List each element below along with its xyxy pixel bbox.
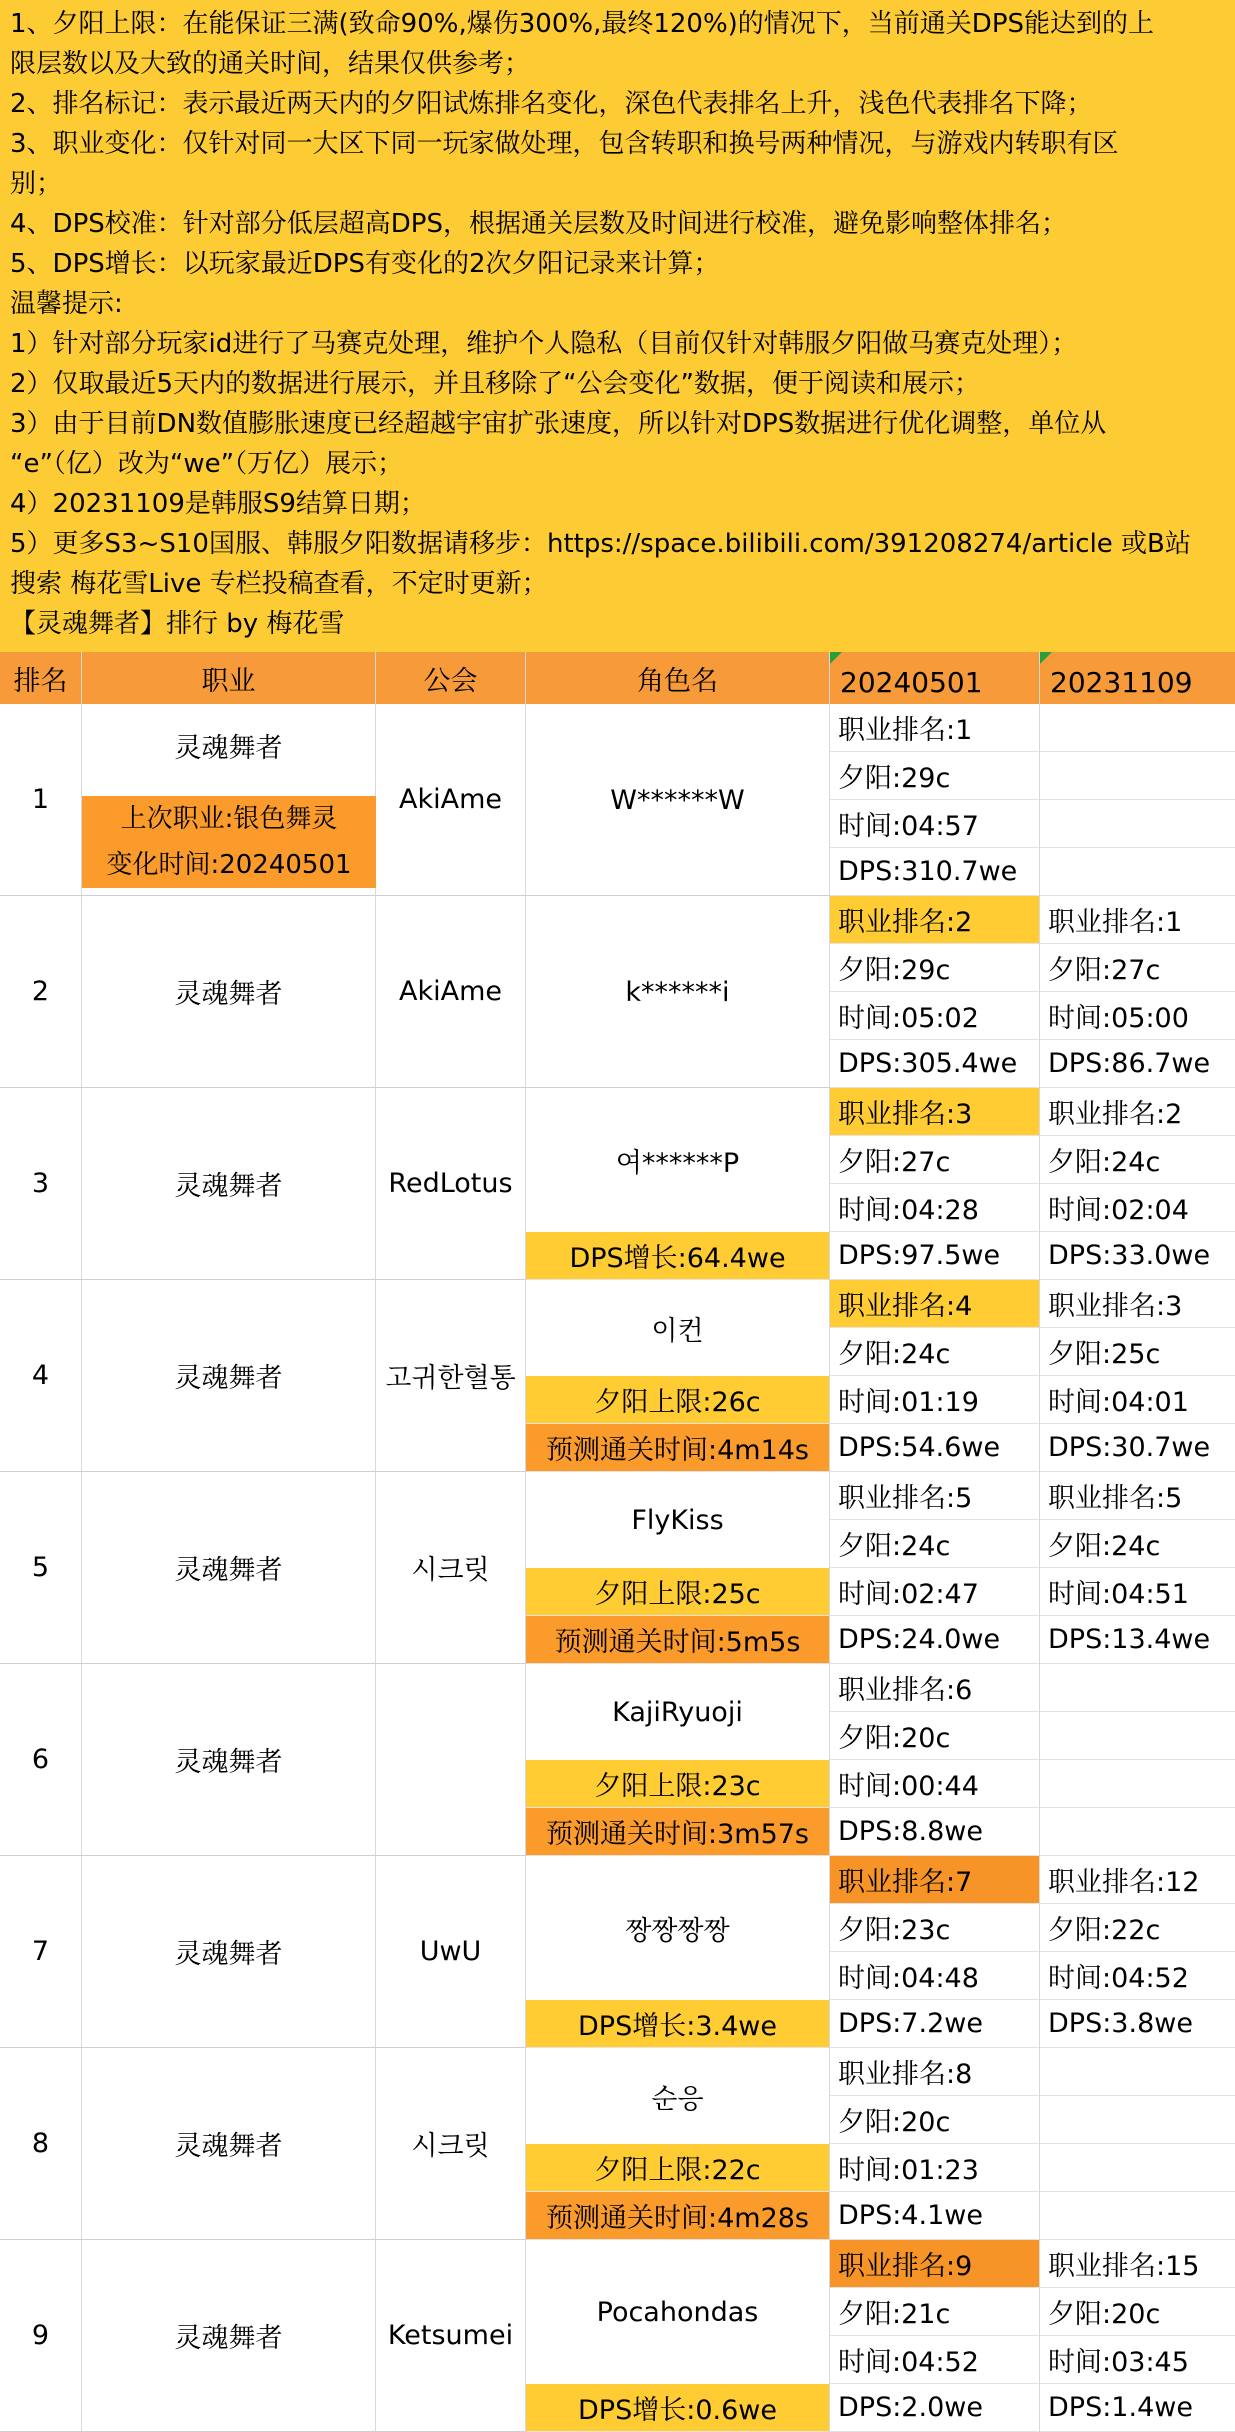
rank-cell: 6 (0, 1664, 82, 1855)
clear-time: 时间:04:01 (1040, 1376, 1235, 1424)
current-stats-cell (830, 2240, 1040, 2431)
rank-cell: 4 (0, 1280, 82, 1471)
class-rank: 职业排名:7 (830, 1856, 1039, 1904)
class-rank: 职业排名:2 (830, 896, 1039, 944)
rank-cell: 8 (0, 2048, 82, 2239)
job-cell: 灵魂舞者 (82, 2240, 376, 2431)
clear-time: 时间:01:19 (830, 1376, 1039, 1424)
current-stats-cell (830, 2048, 1040, 2239)
empty-slot (1040, 2144, 1235, 2192)
name-cell (526, 704, 830, 895)
sunset-cap: 夕阳上限:25c (526, 1568, 829, 1616)
table-row (0, 2048, 1235, 2240)
sunset-floor: 夕阳:29c (830, 944, 1039, 992)
job-cell: 灵魂舞者 (82, 896, 376, 1087)
table-row (0, 1088, 1235, 1280)
sunset-cap: 夕阳上限:26c (526, 1376, 829, 1424)
empty-slot (1040, 848, 1235, 896)
dps-value: DPS:8.8we (830, 1808, 1039, 1856)
rank-cell: 2 (0, 896, 82, 1087)
note-line: 温馨提示: (10, 289, 123, 319)
previous-stats-cell (1040, 1472, 1235, 1663)
empty-slot (1040, 2048, 1235, 2096)
name-cell (526, 1472, 830, 1663)
class-rank: 职业排名:1 (830, 704, 1039, 752)
note-line: 限层数以及大致的通关时间，结果仅供参考； (10, 49, 531, 79)
note-line: 2）仅取最近5天内的数据进行展示，并且移除了“公会变化”数据，便于阅读和展示； (10, 369, 981, 399)
table-row (0, 1472, 1235, 1664)
rank-cell: 3 (0, 1088, 82, 1279)
name-cell (526, 2240, 830, 2431)
class-rank: 职业排名:12 (1040, 1856, 1235, 1904)
guild-cell: 고귀한혈통 (376, 1280, 526, 1471)
class-rank: 职业排名:5 (830, 1472, 1039, 1520)
previous-stats-cell (1040, 896, 1235, 1087)
sunset-floor: 夕阳:25c (1040, 1328, 1235, 1376)
class-rank: 职业排名:15 (1040, 2240, 1235, 2288)
job-cell: 灵魂舞者 (82, 1088, 376, 1279)
job-label: 灵魂舞者 (174, 733, 283, 764)
name-cell (526, 1664, 830, 1855)
empty-slot (1040, 2096, 1235, 2144)
table-row (0, 1280, 1235, 1472)
class-rank: 职业排名:2 (1040, 1088, 1235, 1136)
class-rank: 职业排名:3 (830, 1088, 1039, 1136)
previous-stats-cell (1040, 1280, 1235, 1471)
character-name: W******W (610, 784, 745, 816)
sunset-floor: 夕阳:22c (1040, 1904, 1235, 1952)
dps-value: DPS:310.7we (830, 848, 1039, 896)
character-name: 짱짱짱짱 (625, 1915, 730, 1947)
note-line: 【灵魂舞者】排行 by 梅花雪 (10, 609, 345, 639)
sunset-floor: 夕阳:24c (1040, 1520, 1235, 1568)
empty-slot (1040, 704, 1235, 752)
class-rank: 职业排名:8 (830, 2048, 1039, 2096)
table-row (0, 1664, 1235, 1856)
dps-value: DPS:24.0we (830, 1616, 1039, 1664)
empty-slot (1040, 752, 1235, 800)
table-row (0, 2240, 1235, 2432)
previous-stats-cell (1040, 704, 1235, 895)
dps-value: DPS:305.4we (830, 1040, 1039, 1088)
note-line: 2、排名标记：表示最近两天内的夕阳试炼排名变化，深色代表排名上升，浅色代表排名下降； (10, 89, 1093, 119)
class-rank: 职业排名:3 (1040, 1280, 1235, 1328)
job-cell: 灵魂舞者 (82, 1664, 376, 1855)
current-stats-cell (830, 1088, 1040, 1279)
header-rank: 排名 (0, 652, 82, 704)
note-line: 1、夕阳上限：在能保证三满(致命90%,爆伤300%,最终120%)的情况下，当前通关DPS能达到的上 (10, 9, 1155, 39)
empty-slot (1040, 1808, 1235, 1856)
name-cell (526, 2048, 830, 2239)
comment-marker-icon (1040, 652, 1052, 664)
table-row (0, 704, 1235, 896)
note-line: “e”（亿）改为“we”（万亿）展示； (10, 449, 404, 479)
predicted-clear-time: 预测通关时间:4m14s (526, 1424, 829, 1472)
dps-value: DPS:7.2we (830, 2000, 1039, 2048)
character-name: 순응 (651, 2083, 704, 2115)
dps-value: DPS:2.0we (830, 2384, 1039, 2432)
character-name: Pocahondas (596, 2296, 759, 2328)
header-name: 角色名 (526, 652, 830, 704)
rank-cell: 1 (0, 704, 82, 895)
clear-time: 时间:05:02 (830, 992, 1039, 1040)
header-date-current (830, 652, 1040, 704)
header-date-old-label: 20231109 (1050, 665, 1193, 699)
current-stats-cell (830, 896, 1040, 1087)
class-rank: 职业排名:5 (1040, 1472, 1235, 1520)
clear-time: 时间:05:00 (1040, 992, 1235, 1040)
dps-growth: DPS增长:64.4we (526, 1232, 829, 1280)
note-line: 4、DPS校准：针对部分低层超高DPS，根据通关层数及时间进行校准，避免影响整体排名； (10, 209, 1067, 239)
clear-time: 时间:01:23 (830, 2144, 1039, 2192)
dps-value: DPS:3.8we (1040, 2000, 1235, 2048)
job-cell: 灵魂舞者 (82, 2048, 376, 2239)
sunset-floor: 夕阳:24c (1040, 1136, 1235, 1184)
table-row (0, 1856, 1235, 2048)
clear-time: 时间:00:44 (830, 1760, 1039, 1808)
class-rank: 职业排名:6 (830, 1664, 1039, 1712)
name-cell (526, 1856, 830, 2047)
current-stats-cell (830, 1280, 1040, 1471)
guild-cell: AkiAme (376, 704, 526, 895)
clear-time: 时间:02:47 (830, 1568, 1039, 1616)
previous-stats-cell (1040, 1856, 1235, 2047)
header-guild: 公会 (376, 652, 526, 704)
dps-value: DPS:1.4we (1040, 2384, 1235, 2432)
comment-marker-icon (830, 652, 842, 664)
job-cell: 灵魂舞者 (82, 1472, 376, 1663)
previous-stats-cell (1040, 1664, 1235, 1855)
dps-growth: DPS增长:3.4we (526, 2000, 829, 2048)
notes-panel (0, 0, 1235, 652)
sunset-floor: 夕阳:29c (830, 752, 1039, 800)
sunset-cap: 夕阳上限:22c (526, 2144, 829, 2192)
current-stats-cell (830, 704, 1040, 895)
header-job: 职业 (82, 652, 376, 704)
rank-cell: 7 (0, 1856, 82, 2047)
job-change-time: 变化时间:20240501 (106, 850, 352, 880)
guild-cell: 시크릿 (376, 2048, 526, 2239)
clear-time: 时间:04:57 (830, 800, 1039, 848)
sunset-floor: 夕阳:24c (830, 1520, 1039, 1568)
clear-time: 时间:03:45 (1040, 2336, 1235, 2384)
dps-value: DPS:54.6we (830, 1424, 1039, 1472)
class-rank: 职业排名:1 (1040, 896, 1235, 944)
clear-time: 时间:04:52 (1040, 1952, 1235, 2000)
empty-slot (1040, 1760, 1235, 1808)
clear-time: 时间:02:04 (1040, 1184, 1235, 1232)
name-cell (526, 1280, 830, 1471)
header-date-old (1040, 652, 1235, 704)
class-rank: 职业排名:4 (830, 1280, 1039, 1328)
ranking-table (0, 652, 1235, 2432)
job-change-box (82, 796, 376, 888)
sunset-floor: 夕阳:20c (1040, 2288, 1235, 2336)
name-cell (526, 896, 830, 1087)
sunset-floor: 夕阳:27c (1040, 944, 1235, 992)
guild-cell: Ketsumei (376, 2240, 526, 2431)
job-cell: 灵魂舞者 (82, 1280, 376, 1471)
clear-time: 时间:04:28 (830, 1184, 1039, 1232)
note-line: 5、DPS增长：以玩家最近DPS有变化的2次夕阳记录来计算； (10, 249, 720, 279)
current-stats-cell (830, 1472, 1040, 1663)
previous-stats-cell (1040, 2240, 1235, 2431)
empty-slot (1040, 1712, 1235, 1760)
note-line: 3、职业变化：仅针对同一大区下同一玩家做处理，包含转职和换号两种情况，与游戏内转职有区 (10, 129, 1119, 159)
clear-time: 时间:04:51 (1040, 1568, 1235, 1616)
dps-growth: DPS增长:0.6we (526, 2384, 829, 2432)
predicted-clear-time: 预测通关时间:4m28s (526, 2192, 829, 2240)
job-cell: 灵魂舞者 (82, 1856, 376, 2047)
previous-stats-cell (1040, 2048, 1235, 2239)
empty-slot (1040, 2192, 1235, 2240)
previous-stats-cell (1040, 1088, 1235, 1279)
header-date-current-label: 20240501 (840, 665, 983, 699)
empty-slot (1040, 1664, 1235, 1712)
rank-cell: 9 (0, 2240, 82, 2431)
current-stats-cell (830, 1664, 1040, 1855)
guild-cell: AkiAme (376, 896, 526, 1087)
note-line: 搜索 梅花雪Live 专栏投稿查看，不定时更新； (10, 569, 548, 599)
dps-value: DPS:4.1we (830, 2192, 1039, 2240)
note-line: 3）由于目前DN数值膨胀速度已经超越宇宙扩张速度，所以针对DPS数据进行优化调整，单位从 (10, 409, 1107, 439)
dps-value: DPS:86.7we (1040, 1040, 1235, 1088)
sunset-floor: 夕阳:27c (830, 1136, 1039, 1184)
dps-value: DPS:97.5we (830, 1232, 1039, 1280)
sunset-floor: 夕阳:20c (830, 2096, 1039, 2144)
note-line: 4）20231109是韩服S9结算日期； (10, 489, 426, 519)
character-name: FlyKiss (631, 1504, 724, 1536)
clear-time: 时间:04:48 (830, 1952, 1039, 2000)
current-stats-cell (830, 1856, 1040, 2047)
previous-job: 上次职业:银色舞灵 (120, 804, 338, 834)
note-line: 别； (10, 169, 63, 199)
guild-cell: 시크릿 (376, 1472, 526, 1663)
table-row (0, 896, 1235, 1088)
character-name: 여******P (615, 1147, 740, 1179)
guild-cell: UwU (376, 1856, 526, 2047)
sunset-floor: 夕阳:20c (830, 1712, 1039, 1760)
guild-cell: RedLotus (376, 1088, 526, 1279)
rank-cell: 5 (0, 1472, 82, 1663)
character-name: KajiRyuoji (612, 1696, 743, 1728)
note-line: 5）更多S3~S10国服、韩服夕阳数据请移步：https://space.bilibili.com/391208274/article 或B站 (10, 529, 1191, 559)
character-name: k******i (625, 976, 730, 1008)
predicted-clear-time: 预测通关时间:3m57s (526, 1808, 829, 1856)
guild-cell (376, 1664, 526, 1855)
name-cell (526, 1088, 830, 1279)
class-rank: 职业排名:9 (830, 2240, 1039, 2288)
sunset-floor: 夕阳:23c (830, 1904, 1039, 1952)
dps-value: DPS:30.7we (1040, 1424, 1235, 1472)
sunset-cap: 夕阳上限:23c (526, 1760, 829, 1808)
dps-value: DPS:13.4we (1040, 1616, 1235, 1664)
sunset-floor: 夕阳:24c (830, 1328, 1039, 1376)
clear-time: 时间:04:52 (830, 2336, 1039, 2384)
character-name: 이컨 (651, 1315, 704, 1347)
note-line: 1）针对部分玩家id进行了马赛克处理，维护个人隐私（目前仅针对韩服夕阳做马赛克处理）； (10, 329, 1078, 359)
predicted-clear-time: 预测通关时间:5m5s (526, 1616, 829, 1664)
dps-value: DPS:33.0we (1040, 1232, 1235, 1280)
sunset-floor: 夕阳:21c (830, 2288, 1039, 2336)
empty-slot (1040, 800, 1235, 848)
